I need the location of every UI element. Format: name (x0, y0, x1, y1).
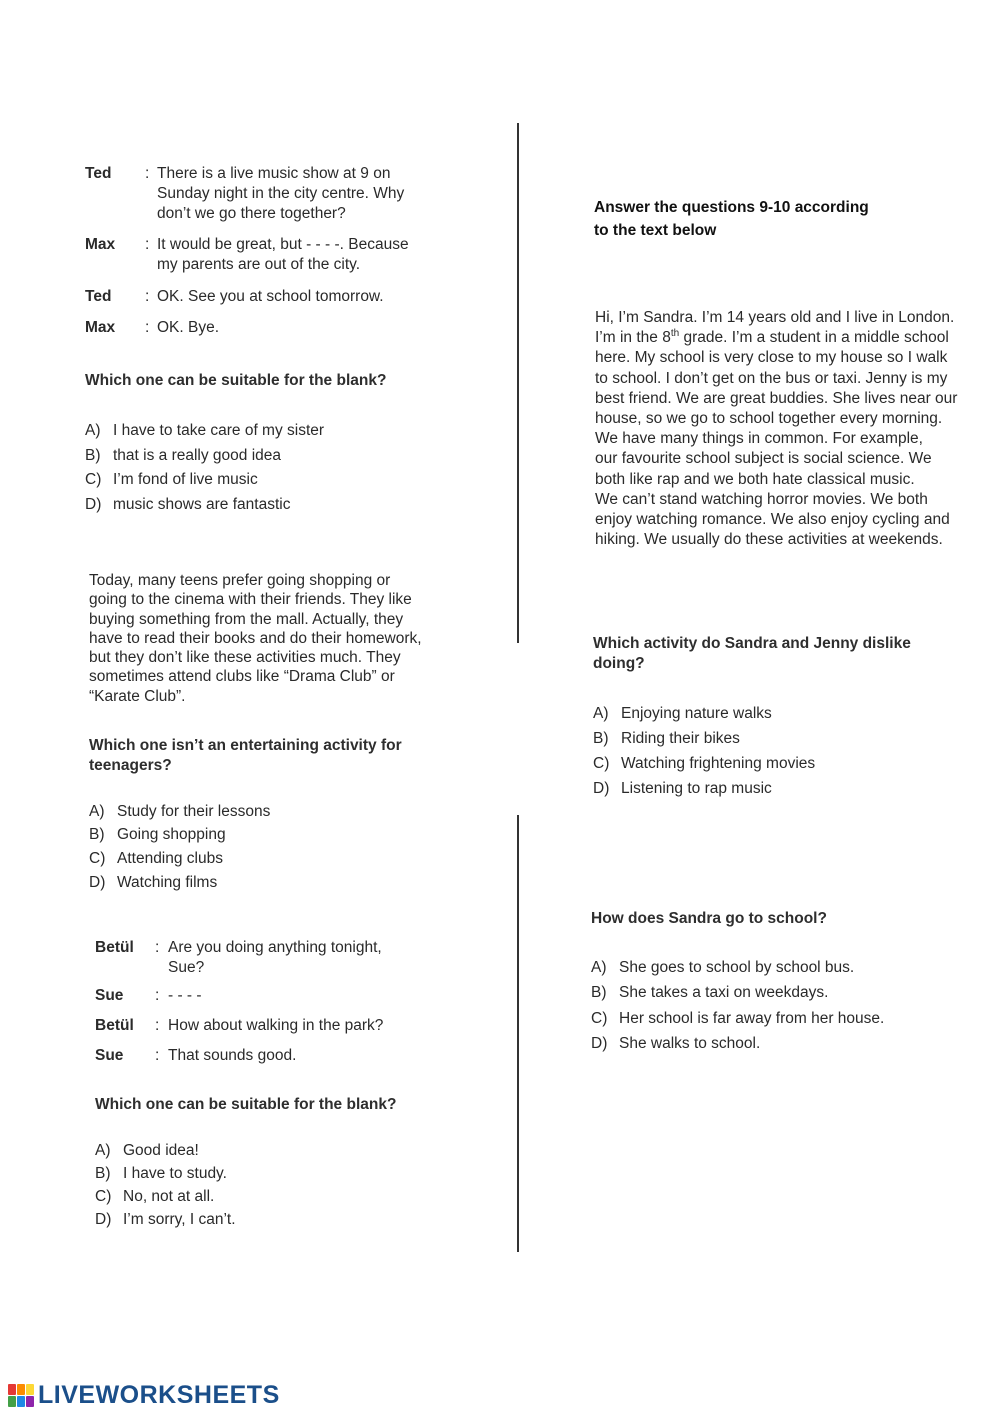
option-text: She walks to school. (619, 1035, 761, 1052)
option-text: I have to take care of my sister (113, 422, 325, 439)
dialog-text: How about walking in the park? (168, 1017, 384, 1034)
option-c[interactable] (593, 754, 815, 774)
option-text: Her school is far away from her house. (619, 1010, 885, 1027)
speaker-colon: : (145, 236, 150, 253)
speaker-name: Betül (95, 939, 134, 956)
logo-text: LIVEWORKSHEETS (38, 1381, 280, 1409)
option-d[interactable] (591, 1034, 760, 1054)
option-text: I’m sorry, I can’t. (123, 1211, 236, 1228)
dialog-text: my parents are out of the city. (157, 256, 361, 273)
dialog-line (85, 235, 439, 275)
dialog-line (95, 986, 202, 1006)
question-line: teenagers? (89, 757, 172, 774)
option-letter: D) (95, 1211, 112, 1228)
option-b[interactable] (85, 446, 281, 466)
passage-line: enjoy watching romance. We also enjoy cycling and (595, 511, 950, 529)
question-2 (89, 736, 402, 776)
passage-line: best friend. We are great buddies. She lives near our (595, 389, 958, 407)
option-letter: D) (591, 1035, 608, 1052)
option-d[interactable] (95, 1210, 236, 1230)
question-10: How does Sandra go to school? (591, 910, 827, 927)
passage-line: here. My school is very close to my house so I walk (595, 349, 948, 367)
option-letter: C) (85, 471, 102, 488)
speaker-name: Ted (85, 288, 112, 305)
dialog-text: Are you doing anything tonight, (168, 939, 382, 956)
option-text: Riding their bikes (621, 730, 740, 747)
passage-line: house, so we go to school together every morning. (595, 410, 943, 428)
option-d[interactable] (89, 873, 217, 893)
option-c[interactable] (95, 1187, 214, 1207)
speaker-name: Max (85, 236, 116, 253)
option-letter: C) (593, 755, 610, 772)
dialog-line (85, 287, 384, 307)
option-text: She takes a taxi on weekdays. (619, 984, 829, 1001)
instruction-line: Answer the questions 9-10 according (594, 199, 869, 216)
dialog-text: don’t we go there together? (157, 205, 346, 222)
option-b[interactable] (591, 983, 828, 1003)
option-letter: A) (593, 705, 609, 722)
logo-block (17, 1384, 25, 1395)
option-text: music shows are fantastic (113, 496, 291, 513)
option-text: Study for their lessons (117, 803, 271, 820)
logo-block (8, 1384, 16, 1395)
speaker-name: Sue (95, 1047, 124, 1064)
option-text: I’m fond of live music (113, 471, 258, 488)
dialog-text: Sue? (168, 959, 205, 976)
dialog-line (95, 1016, 383, 1036)
passage-line: Today, many teens prefer going shopping or (89, 572, 391, 589)
ordinal-suffix: th (670, 328, 680, 340)
option-a[interactable] (85, 421, 324, 441)
question-9 (593, 634, 911, 674)
speaker-name: Ted (85, 165, 112, 182)
passage-fragment: grade. I’m a student in a middle school (679, 329, 949, 347)
option-letter: B) (593, 730, 609, 747)
option-a[interactable] (89, 802, 270, 822)
option-d[interactable] (593, 779, 772, 799)
passage-line: but they don’t like these activities much. They (89, 649, 401, 667)
option-text: Watching films (117, 874, 218, 891)
passage-line (595, 328, 977, 348)
option-text: Going shopping (117, 826, 226, 843)
dialog-text: OK. Bye. (157, 319, 220, 336)
passage-line: have to read their books and do their homework, (89, 629, 422, 647)
dialog-text: It would be great, but - - - -. Because (157, 236, 409, 253)
option-c[interactable] (89, 849, 223, 869)
option-letter: A) (89, 803, 105, 820)
speaker-name: Sue (95, 987, 124, 1004)
option-letter: C) (591, 1010, 608, 1027)
option-text: Listening to rap music (621, 780, 772, 797)
option-letter: B) (591, 984, 607, 1001)
passage-line: We have many things in common. For example, (595, 430, 923, 448)
question-3: Which one can be suitable for the blank? (95, 1096, 397, 1113)
question-line: Which activity do Sandra and Jenny dislike (593, 635, 911, 652)
option-letter: A) (591, 959, 607, 976)
speaker-colon: : (155, 987, 160, 1004)
option-text: Watching frightening movies (621, 755, 816, 772)
passage-line: We can’t stand watching horror movies. We both (595, 490, 928, 508)
option-text: I have to study. (123, 1165, 227, 1182)
question-line: doing? (593, 655, 645, 672)
logo-block (8, 1396, 16, 1407)
passage-fragment: I’m in the 8 (595, 329, 671, 347)
dialog-text: That sounds good. (168, 1047, 297, 1064)
instruction (594, 196, 869, 242)
passage-line: to school. I don’t get on the bus or taxi. Jenny is my (595, 369, 948, 387)
passage-teens (89, 571, 441, 706)
option-letter: B) (85, 447, 101, 464)
passage-line: “Karate Club”. (89, 687, 186, 705)
speaker-colon: : (155, 1047, 160, 1064)
speaker-name: Max (85, 319, 116, 336)
option-text: Good idea! (123, 1142, 199, 1159)
option-c[interactable] (85, 470, 258, 490)
option-a[interactable] (95, 1141, 199, 1161)
option-text: Enjoying nature walks (621, 705, 772, 722)
option-text: She goes to school by school bus. (619, 959, 855, 976)
speaker-colon: : (155, 1017, 160, 1034)
question-line: Which one isn’t an entertaining activity for (89, 737, 402, 754)
instruction-line: to the text below (594, 222, 717, 239)
speaker-colon: : (145, 165, 150, 182)
option-b[interactable] (95, 1164, 227, 1184)
logo-block (17, 1396, 25, 1407)
dialog-text: There is a live music show at 9 on (157, 165, 391, 182)
passage-sandra (595, 308, 977, 550)
passage-line: Hi, I’m Sandra. I’m 14 years old and I live in London. (595, 309, 955, 326)
option-letter: C) (89, 850, 106, 867)
option-c[interactable] (591, 1009, 884, 1029)
option-d[interactable] (85, 495, 290, 515)
option-text: Attending clubs (117, 850, 223, 867)
option-letter: D) (85, 496, 102, 513)
option-text: No, not at all. (123, 1188, 215, 1205)
option-a[interactable] (591, 958, 854, 978)
logo-block (26, 1384, 34, 1395)
dialog-line (85, 318, 219, 338)
speaker-colon: : (145, 319, 150, 336)
question-1: Which one can be suitable for the blank? (85, 372, 387, 389)
passage-line: sometimes attend clubs like “Drama Club” or (89, 668, 395, 686)
dialog-text: Sunday night in the city centre. Why (157, 185, 405, 202)
speaker-name: Betül (95, 1017, 134, 1034)
option-text: that is a really good idea (113, 447, 282, 464)
dialog-line (85, 164, 439, 224)
passage-line: buying something from the mall. Actually, they (89, 610, 404, 628)
option-b[interactable] (89, 825, 226, 845)
option-letter: A) (85, 422, 101, 439)
speaker-colon: : (145, 288, 150, 305)
option-letter: D) (89, 874, 106, 891)
logo-block (26, 1396, 34, 1407)
liveworksheets-logo[interactable] (8, 1381, 280, 1409)
option-b[interactable] (593, 729, 740, 749)
dialog-line (95, 938, 382, 978)
option-letter: A) (95, 1142, 111, 1159)
option-letter: D) (593, 780, 610, 797)
option-letter: B) (89, 826, 105, 843)
dialog-text: - - - - (168, 987, 202, 1004)
dialog-line (95, 1046, 296, 1066)
column-divider-top (517, 123, 519, 643)
speaker-colon: : (155, 939, 160, 956)
passage-line: hiking. We usually do these activities at weekends. (595, 531, 943, 549)
dialog-text: OK. See you at school tomorrow. (157, 288, 384, 305)
liveworksheets-blocks-icon (8, 1384, 34, 1407)
option-letter: C) (95, 1188, 112, 1205)
passage-line: our favourite school subject is social science. We (595, 450, 932, 468)
passage-line: both like rap and we both hate classical music. (595, 470, 915, 488)
option-letter: B) (95, 1165, 111, 1182)
option-a[interactable] (593, 704, 772, 724)
column-divider-bottom (517, 815, 519, 1252)
passage-line: going to the cinema with their friends. They like (89, 591, 412, 609)
